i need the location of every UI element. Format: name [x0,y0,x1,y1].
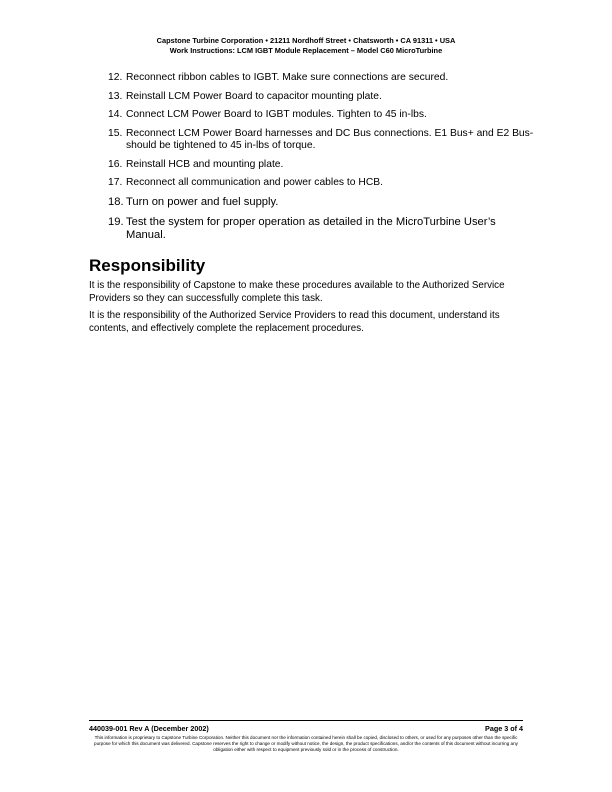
header-doc-title: Work Instructions: LCM IGBT Module Replacement – Model C60 MicroTurbine [169,45,443,55]
step-number: 18. [108,195,124,208]
step-text: Reconnect all communication and power cables to HCB. [126,177,383,189]
step-18 [108,196,538,209]
responsibility-paragraph-1: It is the responsibility of Capstone to make these procedures available to the Authorized Service Providers so they can successfully complete this task. [89,280,505,304]
step-15 [108,128,538,152]
proprietary-notice: This information is proprietary to Capstone Turbine Corporation. Neither this document nor the information contained herein shall be copied, disclosed to others, or used for any purposes other than the specific purpose for which this document was delivered. Capstone reserves the right to change or modify without notice, the design, the product specifications, and/or the contents of this document without incurring any obligation either with respect to equipment previously sold or in the process of construction. [94,735,518,752]
step-text: Reinstall HCB and mounting plate. [126,158,284,170]
section-heading: Responsibility [89,256,206,275]
step-12 [108,72,538,84]
step-number: 15. [108,127,123,139]
step-number: 12. [108,72,123,83]
step-17 [108,177,538,189]
step-number: 13. [108,90,123,102]
step-text: Reinstall LCM Power Board to capacitor mounting plate. [126,90,382,102]
step-text: Connect LCM Power Board to IGBT modules. Tighten to 45 in-lbs. [126,109,427,121]
step-number: 19. [108,215,124,228]
page-header [0,36,612,55]
instruction-steps [108,72,538,249]
step-13 [108,91,538,103]
step-text: Turn on power and fuel supply. [126,195,279,208]
step-number: 16. [108,158,123,170]
step-text: Reconnect LCM Power Board harnesses and DC Bus connections. E1 Bus+ and E2 Bus- should be tightened to 45 in-lbs of torque. [126,127,534,151]
header-address: Capstone Turbine Corporation • 21211 Nordhoff Street • Chatsworth • CA 91311 • USA [156,36,456,45]
step-number: 17. [108,177,123,189]
responsibility-paragraph-2: It is the responsibility of the Authorized Service Providers to read this document, understand its contents, and effectively complete the replacement procedures. [89,310,500,334]
step-14 [108,109,538,121]
step-text: Test the system for proper operation as detailed in the MicroTurbine User’s Manual. [126,215,496,241]
footer-divider [89,720,523,721]
page-number: Page 3 of 4 [485,724,523,733]
step-16 [108,159,538,171]
step-text: Reconnect ribbon cables to IGBT. Make sure connections are secured. [126,72,449,83]
step-19 [108,216,538,243]
step-number: 14. [108,109,123,121]
document-revision: 440039-001 Rev A (December 2002) [89,724,209,733]
